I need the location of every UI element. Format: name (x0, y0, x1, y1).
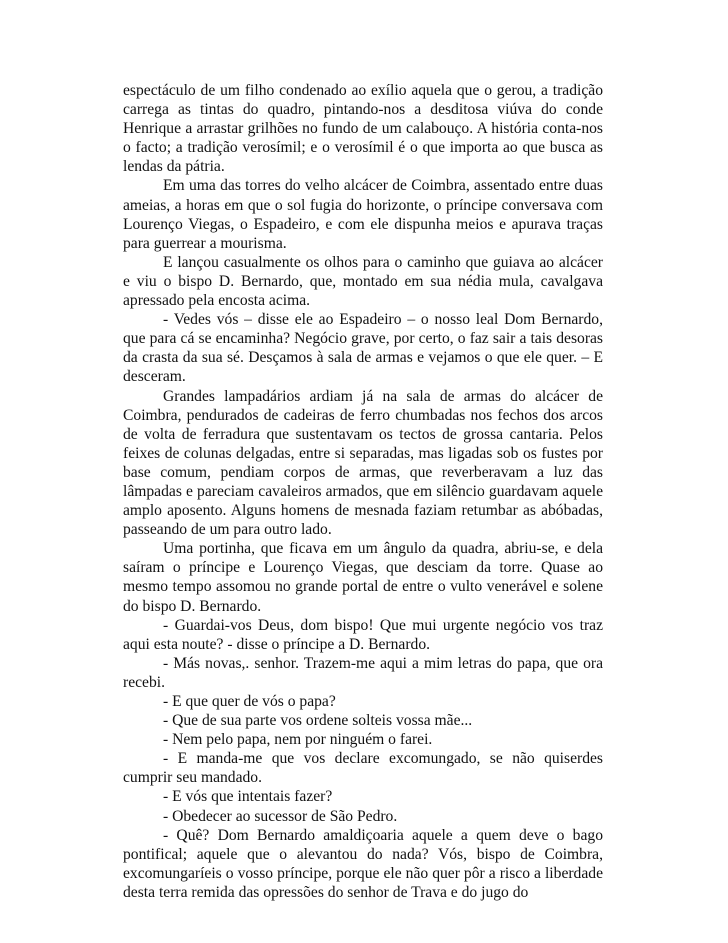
dialogue-line: - E que quer de vós o papa? (163, 693, 336, 710)
document-page (123, 81, 603, 902)
dialogue-line: - E vós que intentais fazer? (163, 788, 333, 806)
paragraph: - Vedes vós – disse ele ao Espadeiro – o nosso leal Dom Bernardo, que para cá se encaminha? Negócio grave, por certo, o faz sair a tais desoras da crasta da sua sé. Desçamos à sala de armas e vejamos o que ele quer. – E desceram. (123, 311, 603, 386)
paragraph: espectáculo de um filho condenado ao exílio aquela que o gerou, a tradição carrega as tintas do quadro, pintando-nos a desditosa viúva do conde Henrique a arrastar grilhões no fundo de um calabouço. A história conta-nos o facto; a tradição verosímil; e o verosímil é o que importa ao que busca as lendas da pátria. (123, 82, 603, 176)
paragraph: E lançou casualmente os olhos para o caminho que guiava ao alcácer e viu o bispo D. Bernardo, que, montado em sua nédia mula, cavalgava apressado pela encosta acima. (123, 253, 603, 310)
paragraph: Grandes lampadários ardiam já na sala de armas do alcácer de Coimbra, pendurados de cadeiras de ferro chumbadas nos fechos dos arcos de volta de ferradura que sustentavam os tectos de grossa cantaria. Pelos feixes de colunas delgadas, entre si separadas, mas ligadas sob os fustes por base comum, pendiam corpos de armas, que reverberavam a luz das lâmpadas e pareciam cavaleiros armados, que em silêncio guardavam aquele amplo aposento. Alguns homens de mesnada faziam retumbar as abóbadas, passeando de um para outro lado. (123, 387, 603, 539)
dialogue-line: - Quê? Dom Bernardo amaldiçoaria aquele a quem deve o bago pontifical; aquele que o alevantou do nada? Vós, bispo de Coimbra, excomungaríeis o vosso príncipe, porque ele não quer pôr a risco a liberdade desta terra remida das opressões do senhor de Trava e do jugo do (123, 826, 603, 901)
dialogue-line: - Obedecer ao sucessor de São Pedro. (163, 807, 398, 825)
dialogue-line: - Nem pelo papa, nem por ninguém o farei. (163, 731, 433, 749)
dialogue-line: - Guardai-vos Deus, dom bispo! Que mui urgente negócio vos traz aqui esta noute? - disse o príncipe a D. Bernardo. (123, 616, 603, 653)
paragraph: Uma portinha, que ficava em um ângulo da quadra, abriu-se, e dela saíram o príncipe e Lourenço Viegas, que desciam da torre. Quase ao mesmo tempo assomou no grande portal de entre o vulto venerável e solene do bispo D. Bernardo. (123, 540, 603, 615)
dialogue-line: - E manda-me que vos declare excomungado, se não quiserdes cumprir seu mandado. (123, 750, 603, 787)
dialogue-line: - Más novas,. senhor. Trazem-me aqui a mim letras do papa, que ora recebi. (123, 654, 603, 691)
paragraph: Em uma das torres do velho alcácer de Coimbra, assentado entre duas ameias, a horas em que o sol fugia do horizonte, o príncipe conversava com Lourenço Viegas, o Espadeiro, e com ele dispunha meios e apurava traças para guerrear a mourisma. (123, 177, 603, 252)
dialogue-line: - Que de sua parte vos ordene solteis vossa mãe... (163, 712, 473, 730)
